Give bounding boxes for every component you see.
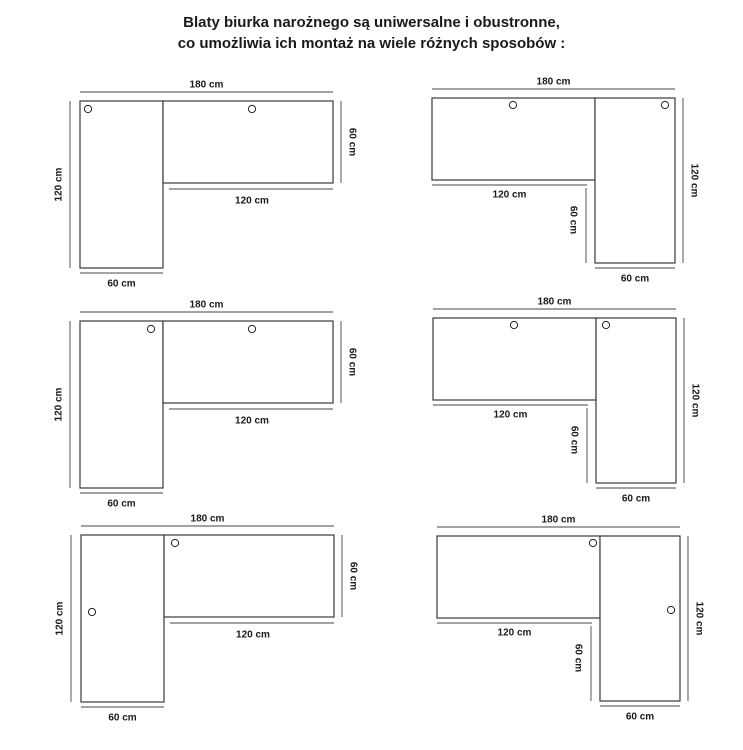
label-total-width: 180 cm xyxy=(190,513,225,525)
cable-hole-icon xyxy=(88,608,95,615)
label-leg-width: 60 cm xyxy=(620,273,650,285)
desk-config-4 xyxy=(433,297,700,505)
heading-line-1: Blaty biurka narożnego są uniwersalne i obustronne, xyxy=(183,14,560,31)
label-leg-width: 60 cm xyxy=(108,712,137,724)
label-depth: 60 cm xyxy=(572,643,584,673)
label-depth: 60 cm xyxy=(346,347,358,377)
label-short-side: 120 cm xyxy=(53,387,65,422)
desk-config-2 xyxy=(432,77,699,285)
cable-hole-icon xyxy=(171,539,178,546)
label-leg-length: 120 cm xyxy=(497,627,532,639)
desk-config-5 xyxy=(55,514,359,724)
label-leg-length: 120 cm xyxy=(492,189,527,201)
label-leg-width: 60 cm xyxy=(625,711,655,723)
label-total-width: 180 cm xyxy=(541,514,576,526)
label-total-width: 180 cm xyxy=(189,79,224,91)
desk-leg-panel xyxy=(80,101,163,268)
label-short-side: 120 cm xyxy=(53,167,65,202)
cable-hole-icon xyxy=(147,325,154,332)
cable-hole-icon xyxy=(602,321,609,328)
desk-main-panel xyxy=(437,536,600,618)
desk-config-3 xyxy=(54,300,358,510)
label-short-side: 120 cm xyxy=(54,601,66,636)
cable-hole-icon xyxy=(667,606,674,613)
desk-main-panel xyxy=(433,318,596,400)
desk-leg-panel xyxy=(80,321,163,488)
heading-line-2: co umożliwia ich montaż na wiele różnych sposobów : xyxy=(177,35,566,52)
label-leg-length: 120 cm xyxy=(235,415,269,427)
label-depth: 60 cm xyxy=(568,425,580,455)
desk-leg-panel xyxy=(596,318,676,483)
desk-main-panel xyxy=(164,535,334,617)
label-total-width: 180 cm xyxy=(536,76,571,88)
desk-leg-panel xyxy=(81,535,164,702)
cable-hole-icon xyxy=(248,105,255,112)
label-short-side: 120 cm xyxy=(693,601,705,636)
cable-hole-icon xyxy=(589,539,596,546)
label-total-width: 180 cm xyxy=(537,296,572,308)
label-leg-width: 60 cm xyxy=(107,498,136,510)
label-leg-width: 60 cm xyxy=(621,493,651,505)
desk-leg-panel xyxy=(595,98,675,263)
desk-main-panel xyxy=(432,98,595,180)
label-leg-width: 60 cm xyxy=(107,278,136,290)
label-short-side: 120 cm xyxy=(688,163,700,198)
label-depth: 60 cm xyxy=(567,205,579,235)
label-short-side: 120 cm xyxy=(689,383,701,418)
cable-hole-icon xyxy=(510,321,517,328)
cable-hole-icon xyxy=(84,105,91,112)
label-leg-length: 120 cm xyxy=(493,409,528,421)
label-leg-length: 120 cm xyxy=(235,195,269,207)
label-depth: 60 cm xyxy=(347,561,359,591)
label-total-width: 180 cm xyxy=(189,299,224,311)
desk-config-6 xyxy=(437,515,704,723)
desk-leg-panel xyxy=(600,536,680,701)
desk-main-panel xyxy=(163,101,333,183)
cable-hole-icon xyxy=(248,325,255,332)
desk-main-panel xyxy=(163,321,333,403)
label-depth: 60 cm xyxy=(346,127,358,157)
cable-hole-icon xyxy=(661,101,668,108)
cable-hole-icon xyxy=(509,101,516,108)
desk-config-1 xyxy=(54,80,358,290)
label-leg-length: 120 cm xyxy=(236,629,270,641)
